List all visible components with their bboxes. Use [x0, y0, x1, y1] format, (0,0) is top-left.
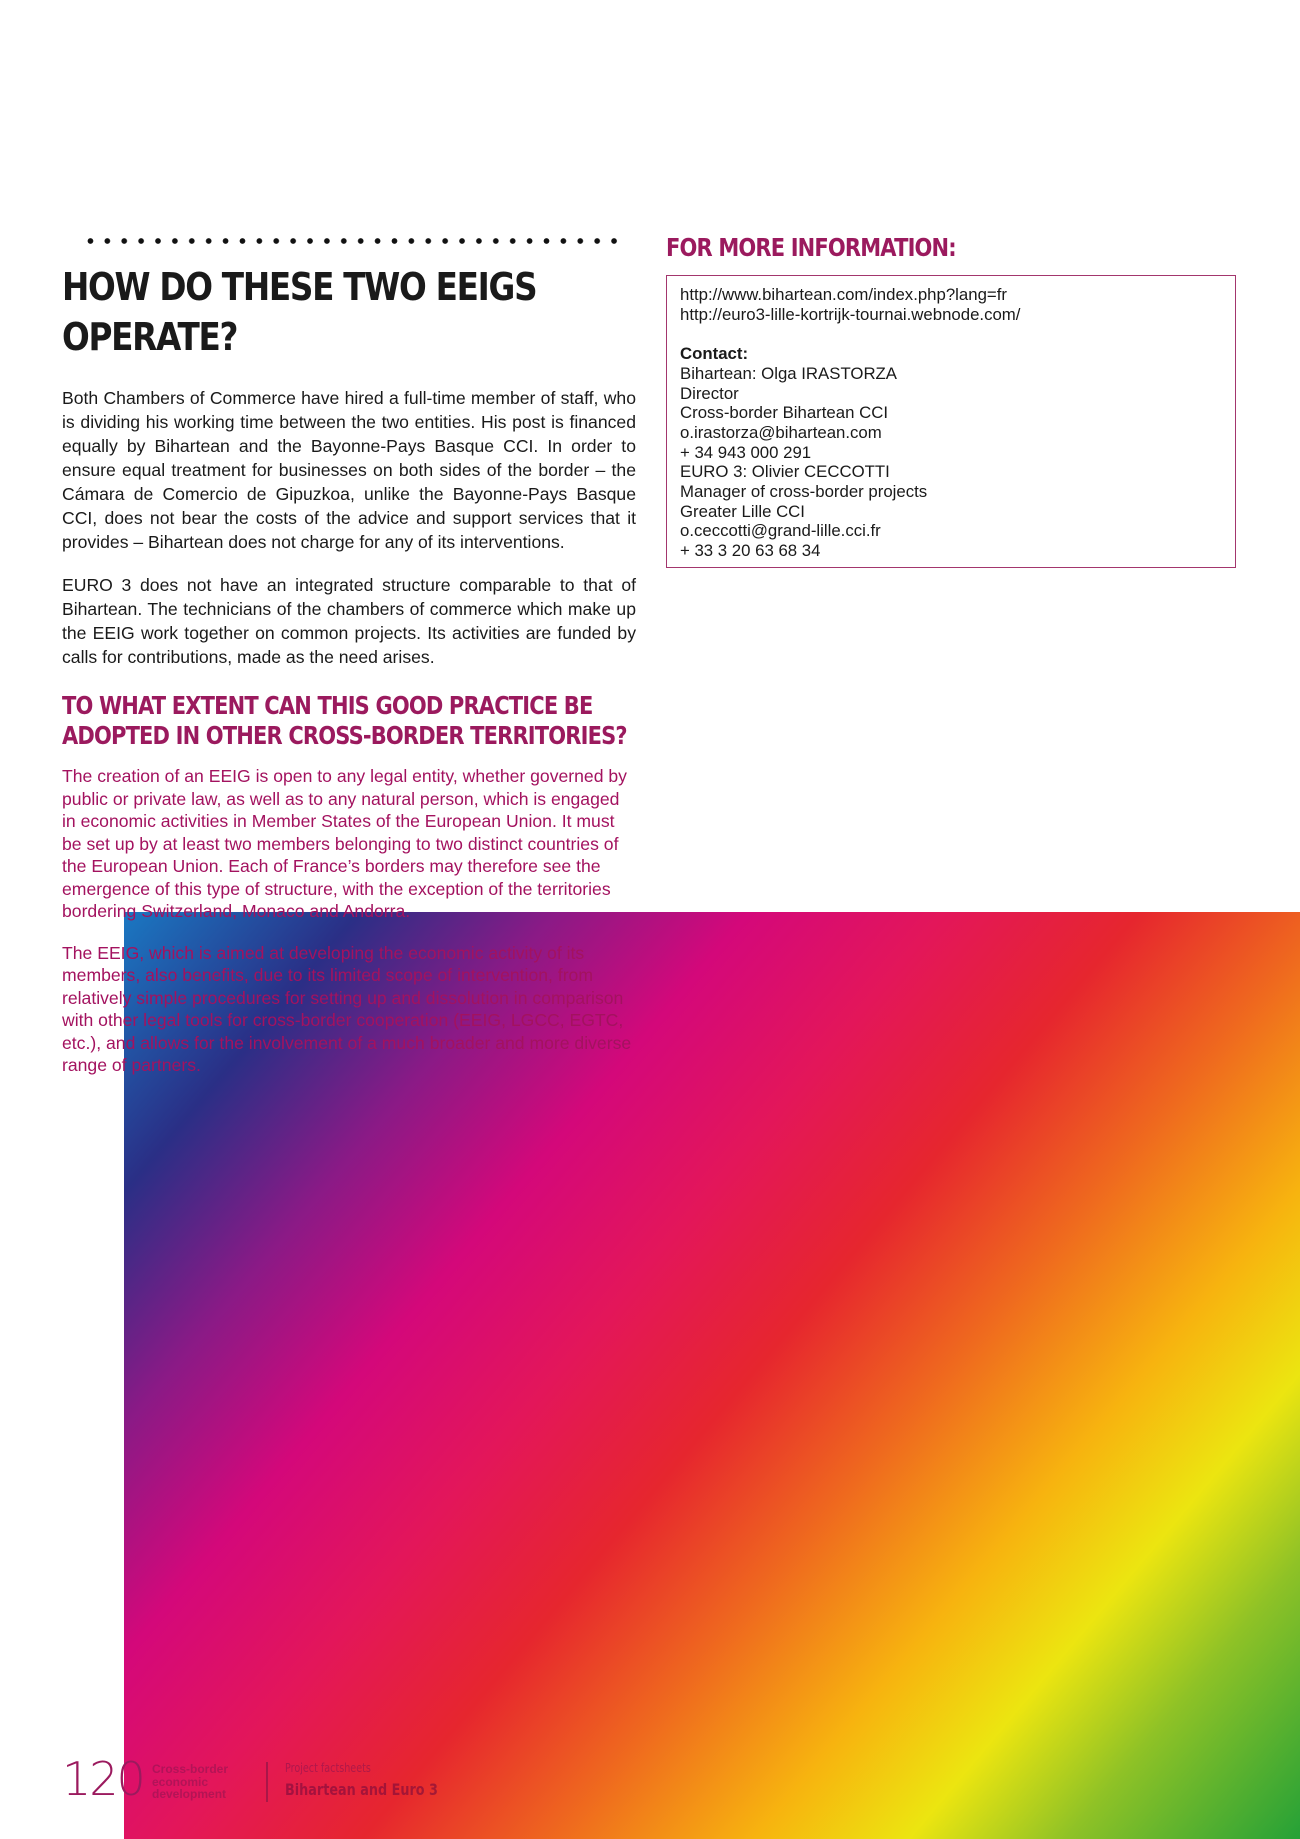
contact-label: Contact: [680, 344, 749, 364]
contact-euro3-phone: + 33 3 20 63 68 34 [680, 541, 821, 561]
page-number: 120 [62, 1752, 144, 1806]
bihartean-link[interactable]: http://www.bihartean.com/index.php?lang=fr [680, 285, 1007, 304]
page-footer [62, 1752, 662, 1812]
section-title: HOW DO THESE TWO EEIGS OPERATE? [62, 265, 537, 359]
paragraph-euro3-structure: EURO 3 does not have an integrated structure comparable to that of Bihartean. The technicians of the chambers of commerce which make up the EEIG work together on common projects. Its activities are funded by calls for contributions, made as the need arises. [62, 575, 636, 667]
spacer [680, 324, 1222, 344]
contact-bihartean-role: Director [680, 383, 739, 403]
footer-project-name: Bihartean and Euro 3 [285, 1780, 438, 1799]
contact-bihartean-name: Bihartean: Olga IRASTORZA [680, 363, 898, 383]
contact-euro3-name: EURO 3: Olivier CECCOTTI [680, 462, 890, 482]
footer-section-line: development [152, 1787, 227, 1801]
contact-euro3-email[interactable]: o.ceccotti@grand-lille.cci.fr [680, 521, 881, 541]
left-column [62, 262, 636, 1077]
footer-section-line: economic [152, 1774, 209, 1789]
footer-section-name [152, 1763, 252, 1801]
footer-section-line: Cross-border [152, 1762, 229, 1776]
contact-bihartean-org: Cross-border Bihartean CCI [680, 403, 888, 423]
more-info-box [666, 275, 1236, 568]
euro3-link[interactable]: http://euro3-lille-kortrijk-tournai.webnode.com/ [680, 304, 1021, 324]
paragraph-staffing: Both Chambers of Commerce have hired a full-time member of staff, who is dividing his working time between the two entities. His post is financed equally by Bihartean and the Bayonne-Pays Basque CCI. In order to ensure equal treatment for businesses on both sides of the border – the Cámara de Comercio de Gipuzkoa, unlike the Bayonne-Pays Basque CCI, does not bear the costs of the advice and support services that it provides – Bihartean does not charge for any of its interventions. [62, 388, 636, 552]
contact-euro3-org: Greater Lille CCI [680, 501, 805, 521]
contact-bihartean-email[interactable]: o.irastorza@bihartean.com [680, 422, 882, 442]
more-info-title: FOR MORE INFORMATION: [666, 233, 956, 262]
contact-euro3-role: Manager of cross-border projects [680, 482, 928, 502]
subsection-title: TO WHAT EXTENT CAN THIS GOOD PRACTICE BE ADOPTED IN OTHER CROSS-BORDER TERRITORIES? [62, 691, 627, 750]
footer-label: Project factsheets [285, 1761, 371, 1775]
contact-bihartean-phone: + 34 943 000 291 [680, 442, 812, 462]
paragraph-eeig-benefits: The EEIG, which is aimed at developing the economic activity of its members, also benefits, due to its limited scope of intervention, from relatively simple procedures for setting up and dissolution in comparison with other legal tools for cross-border cooperation (EEIG, LGCC, EGTC, etc.), and allows for the involvement of a much broader and more diverse range of partners. [62, 942, 632, 1075]
dotted-separator [82, 236, 622, 246]
footer-divider [266, 1762, 268, 1802]
paragraph-eeig-creation: The creation of an EEIG is open to any legal entity, whether governed by public or private law, as well as to any natural person, which is engaged in economic activities in Member States of the European Union. It must be set up by at least two members belonging to two distinct countries of the European Union. Each of France’s borders may therefore see the emergence of this type of structure, with the exception of the territories bordering Switzerland, Monaco and Andorra. [62, 766, 627, 921]
